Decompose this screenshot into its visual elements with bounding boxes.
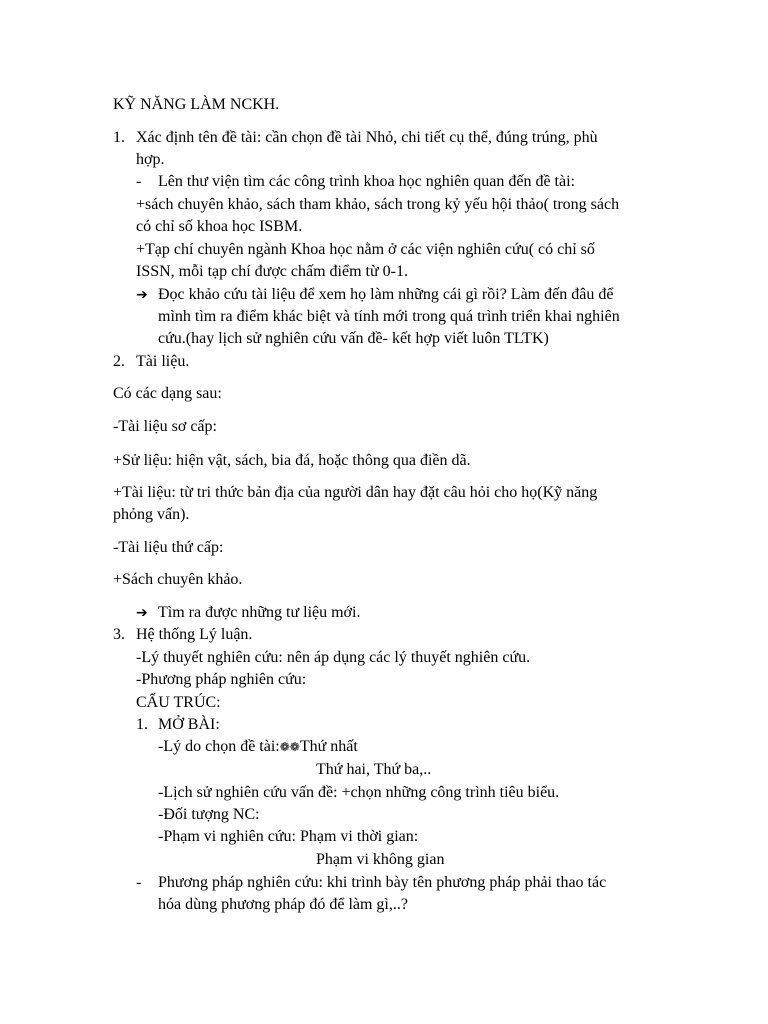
types-intro: Có các dạng sau: bbox=[113, 385, 222, 402]
journals-line-2: ISSN, mỗi tạp chí được chấm điểm từ 0-1. bbox=[136, 263, 408, 280]
historical-sources: +Sử liệu: hiện vật, sách, bia đá, hoặc thông qua điền dã. bbox=[113, 452, 471, 469]
section-1-line-2: hợp. bbox=[136, 151, 165, 168]
method-note-line-2: hóa dùng phương pháp đó để làm gì,..? bbox=[158, 896, 408, 913]
books-line-2: có chỉ số khoa học ISBM. bbox=[136, 218, 303, 235]
section-2-number: 2. bbox=[113, 353, 125, 370]
flower-icon: ❁❁ bbox=[279, 740, 300, 754]
review-line-3: cứu.(hay lịch sử nghiên cứu vấn đề- kết hợp viết luôn TLTK) bbox=[158, 330, 549, 347]
review-line-1: Đọc khảo cứu tài liệu để xem họ làm những cái gì rồi? Làm đến đâu để bbox=[158, 286, 614, 303]
review-line-2: mình tìm ra điểm khác biệt và tính mới trong quá trình triển khai nghiên bbox=[158, 308, 620, 325]
monographs: +Sách chuyên khảo. bbox=[113, 571, 243, 588]
secondary-sources: -Tài liệu thứ cấp: bbox=[113, 539, 224, 556]
reason-first: Thứ nhất bbox=[299, 738, 358, 755]
research-scope: -Phạm vi nghiên cứu: Phạm vi thời gian: bbox=[158, 828, 419, 845]
research-scope-space: Phạm vi không gian bbox=[316, 851, 445, 868]
research-history: -Lịch sử nghiên cứu vấn đề: +chọn những công trình tiêu biểu. bbox=[158, 784, 560, 801]
intro-number: 1. bbox=[136, 716, 148, 733]
bullet-dash: - bbox=[136, 874, 142, 891]
section-1-number: 1. bbox=[113, 129, 125, 146]
arrow-right-icon: ➔ bbox=[136, 287, 148, 303]
new-materials-result: Tìm ra được những tư liệu mới. bbox=[158, 604, 361, 621]
bullet-dash: - bbox=[136, 173, 142, 190]
section-3-number: 3. bbox=[113, 626, 125, 643]
method-note-line-1: Phương pháp nghiên cứu: khi trình bày tên phương pháp phải thao tác bbox=[158, 874, 607, 891]
indigenous-sources-line-2: phỏng vấn). bbox=[113, 506, 190, 523]
document-title: KỸ NĂNG LÀM NCKH. bbox=[113, 96, 280, 113]
arrow-right-icon: ➔ bbox=[136, 605, 148, 621]
research-object: -Đối tượng NC: bbox=[158, 806, 260, 823]
books-line-1: +sách chuyên khảo, sách tham khảo, sách trong kỷ yếu hội thảo( trong sách bbox=[136, 196, 620, 213]
reason-second-third: Thứ hai, Thứ ba,.. bbox=[316, 761, 432, 778]
research-method: -Phương pháp nghiên cứu: bbox=[136, 671, 307, 688]
topic-reason-label: -Lý do chọn đề tài: bbox=[158, 738, 280, 755]
indigenous-sources-line-1: +Tài liệu: từ tri thức bản địa của người dân hay đặt câu hỏi cho họ(Kỹ năng bbox=[113, 484, 598, 501]
structure-heading: CẤU TRÚC: bbox=[136, 694, 221, 711]
research-theory: -Lý thuyết nghiên cứu: nên áp dụng các lý thuyết nghiên cứu. bbox=[136, 649, 531, 666]
journals-line-1: +Tạp chí chuyên ngành Khoa học nằm ở các viện nghiên cứu( có chỉ số bbox=[136, 241, 595, 258]
section-3-heading: Hệ thống Lý luận. bbox=[136, 626, 253, 643]
section-2-heading: Tài liệu. bbox=[136, 353, 190, 370]
section-1-line-1: Xác định tên đề tài: cần chọn đề tài Nhỏ, chi tiết cụ thể, đúng trúng, phù bbox=[136, 129, 598, 146]
library-search-line: Lên thư viện tìm các công trình khoa học nghiên quan đến đề tài: bbox=[158, 173, 575, 190]
primary-sources: -Tài liệu sơ cấp: bbox=[113, 418, 217, 435]
topic-reason-row bbox=[158, 736, 358, 758]
intro-heading: MỞ BÀI: bbox=[158, 716, 220, 733]
